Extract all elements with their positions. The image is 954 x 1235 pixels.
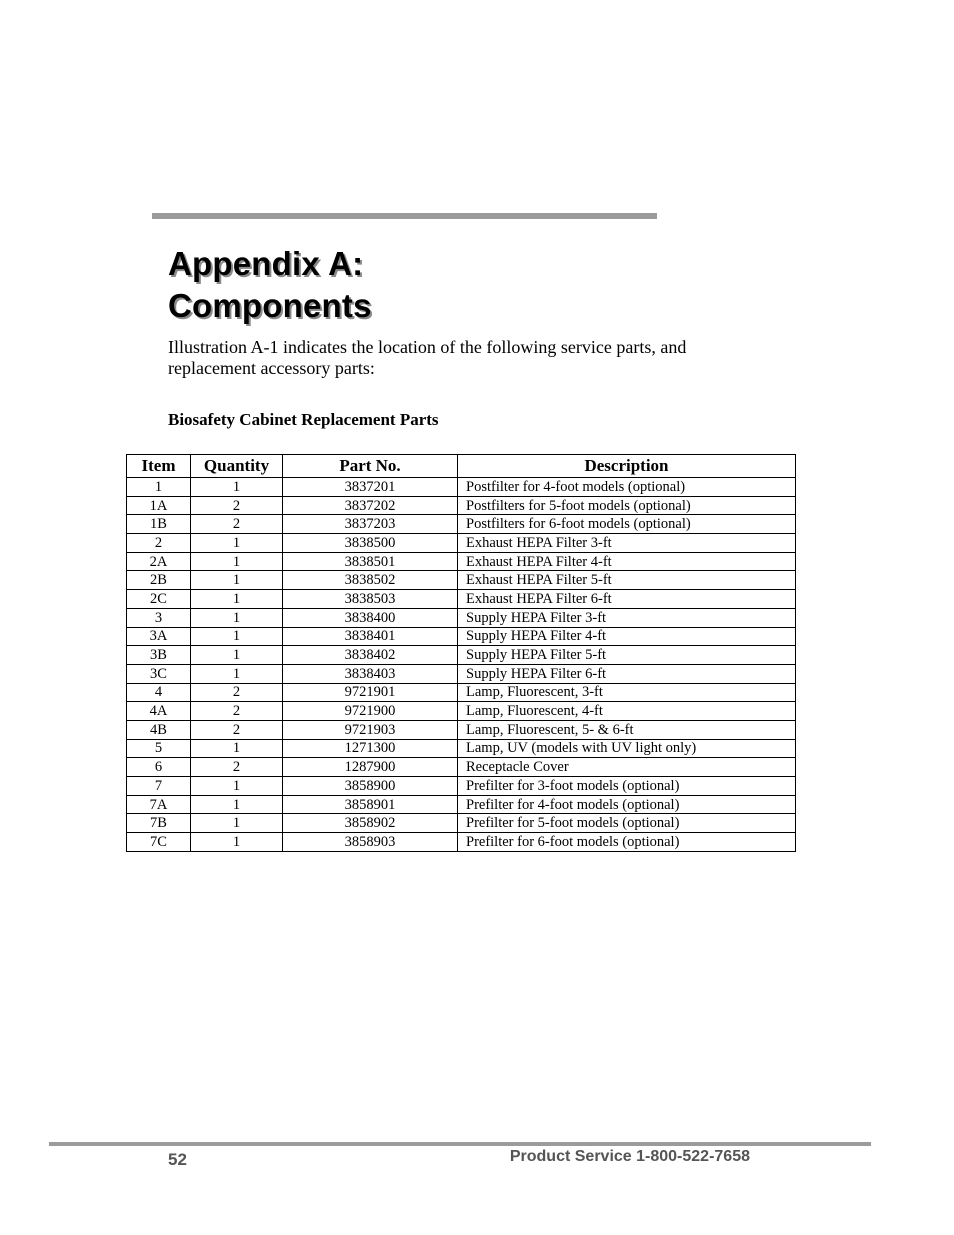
cell-quantity: 1 (191, 627, 283, 646)
cell-item: 3B (127, 646, 191, 665)
cell-item: 3C (127, 664, 191, 683)
cell-description: Supply HEPA Filter 3-ft (458, 608, 796, 627)
page-title (168, 243, 372, 327)
cell-description: Supply HEPA Filter 4-ft (458, 627, 796, 646)
cell-item: 7 (127, 777, 191, 796)
cell-quantity: 1 (191, 552, 283, 571)
cell-quantity: 2 (191, 702, 283, 721)
cell-quantity: 1 (191, 664, 283, 683)
cell-part-no: 3858903 (283, 833, 458, 852)
cell-item: 1B (127, 515, 191, 534)
cell-item: 4B (127, 720, 191, 739)
cell-part-no: 3838403 (283, 664, 458, 683)
cell-description: Lamp, Fluorescent, 5- & 6-ft (458, 720, 796, 739)
cell-description: Supply HEPA Filter 6-ft (458, 664, 796, 683)
table-row (127, 795, 796, 814)
cell-description: Exhaust HEPA Filter 3-ft (458, 534, 796, 553)
cell-quantity: 1 (191, 478, 283, 497)
cell-part-no: 3837202 (283, 496, 458, 515)
cell-item: 2A (127, 552, 191, 571)
table-row (127, 571, 796, 590)
cell-part-no: 3858900 (283, 777, 458, 796)
cell-item: 2B (127, 571, 191, 590)
cell-part-no: 3838501 (283, 552, 458, 571)
parts-table (126, 454, 796, 852)
intro-paragraph: Illustration A-1 indicates the location of the following service parts, and replacement accessory parts: (168, 337, 687, 378)
cell-part-no: 3837201 (283, 478, 458, 497)
top-divider (152, 213, 657, 219)
column-header-description: Description (458, 455, 796, 478)
table-row (127, 552, 796, 571)
cell-item: 6 (127, 758, 191, 777)
cell-quantity: 1 (191, 590, 283, 609)
cell-quantity: 1 (191, 646, 283, 665)
cell-description: Prefilter for 6-foot models (optional) (458, 833, 796, 852)
cell-quantity: 1 (191, 571, 283, 590)
cell-part-no: 3838402 (283, 646, 458, 665)
cell-part-no: 9721901 (283, 683, 458, 702)
table-row (127, 515, 796, 534)
cell-quantity: 2 (191, 496, 283, 515)
cell-quantity: 1 (191, 608, 283, 627)
table-heading: Biosafety Cabinet Replacement Parts (168, 410, 439, 429)
cell-part-no: 3838400 (283, 608, 458, 627)
cell-part-no: 9721903 (283, 720, 458, 739)
page-number: 52 (168, 1150, 187, 1169)
cell-quantity: 1 (191, 833, 283, 852)
cell-quantity: 2 (191, 720, 283, 739)
table-row (127, 777, 796, 796)
footer-contact: Product Service 1-800-522-7658 (509, 1148, 750, 1165)
table-row (127, 496, 796, 515)
cell-quantity: 1 (191, 777, 283, 796)
cell-description: Lamp, UV (models with UV light only) (458, 739, 796, 758)
cell-quantity: 1 (191, 814, 283, 833)
table-row (127, 683, 796, 702)
table-header-row (127, 455, 796, 478)
cell-description: Postfilters for 5-foot models (optional) (458, 496, 796, 515)
cell-part-no: 9721900 (283, 702, 458, 721)
page-title-line-1: Appendix A: (168, 245, 364, 282)
table-row (127, 833, 796, 852)
cell-quantity: 1 (191, 795, 283, 814)
cell-part-no: 3838401 (283, 627, 458, 646)
cell-item: 7A (127, 795, 191, 814)
cell-description: Exhaust HEPA Filter 6-ft (458, 590, 796, 609)
cell-quantity: 2 (191, 758, 283, 777)
cell-quantity: 2 (191, 515, 283, 534)
table-row (127, 478, 796, 497)
table-row (127, 646, 796, 665)
cell-description: Prefilter for 5-foot models (optional) (458, 814, 796, 833)
cell-item: 2 (127, 534, 191, 553)
table-row (127, 590, 796, 609)
cell-description: Lamp, Fluorescent, 4-ft (458, 702, 796, 721)
column-header-part-no: Part No. (283, 455, 458, 478)
cell-item: 1 (127, 478, 191, 497)
table-row (127, 534, 796, 553)
cell-description: Exhaust HEPA Filter 4-ft (458, 552, 796, 571)
footer-divider (49, 1142, 871, 1146)
cell-description: Exhaust HEPA Filter 5-ft (458, 571, 796, 590)
cell-description: Receptacle Cover (458, 758, 796, 777)
cell-quantity: 1 (191, 739, 283, 758)
cell-item: 1A (127, 496, 191, 515)
cell-item: 7B (127, 814, 191, 833)
cell-item: 3 (127, 608, 191, 627)
table-row (127, 758, 796, 777)
cell-part-no: 3838503 (283, 590, 458, 609)
cell-description: Prefilter for 4-foot models (optional) (458, 795, 796, 814)
cell-part-no: 3837203 (283, 515, 458, 534)
cell-item: 4A (127, 702, 191, 721)
cell-part-no: 1287900 (283, 758, 458, 777)
table-row (127, 720, 796, 739)
table-row (127, 739, 796, 758)
cell-part-no: 1271300 (283, 739, 458, 758)
cell-description: Supply HEPA Filter 5-ft (458, 646, 796, 665)
parts-table-body (127, 478, 796, 852)
column-header-quantity: Quantity (191, 455, 283, 478)
cell-description: Postfilter for 4-foot models (optional) (458, 478, 796, 497)
cell-quantity: 1 (191, 534, 283, 553)
cell-part-no: 3838502 (283, 571, 458, 590)
cell-description: Postfilters for 6-foot models (optional) (458, 515, 796, 534)
cell-quantity: 2 (191, 683, 283, 702)
cell-item: 4 (127, 683, 191, 702)
cell-description: Prefilter for 3-foot models (optional) (458, 777, 796, 796)
table-row (127, 814, 796, 833)
cell-part-no: 3858902 (283, 814, 458, 833)
cell-part-no: 3838500 (283, 534, 458, 553)
cell-description: Lamp, Fluorescent, 3-ft (458, 683, 796, 702)
column-header-item: Item (127, 455, 191, 478)
cell-part-no: 3858901 (283, 795, 458, 814)
cell-item: 2C (127, 590, 191, 609)
table-row (127, 664, 796, 683)
table-row (127, 702, 796, 721)
table-row (127, 627, 796, 646)
page-title-line-2: Components (168, 287, 372, 324)
table-row (127, 608, 796, 627)
cell-item: 7C (127, 833, 191, 852)
cell-item: 3A (127, 627, 191, 646)
cell-item: 5 (127, 739, 191, 758)
